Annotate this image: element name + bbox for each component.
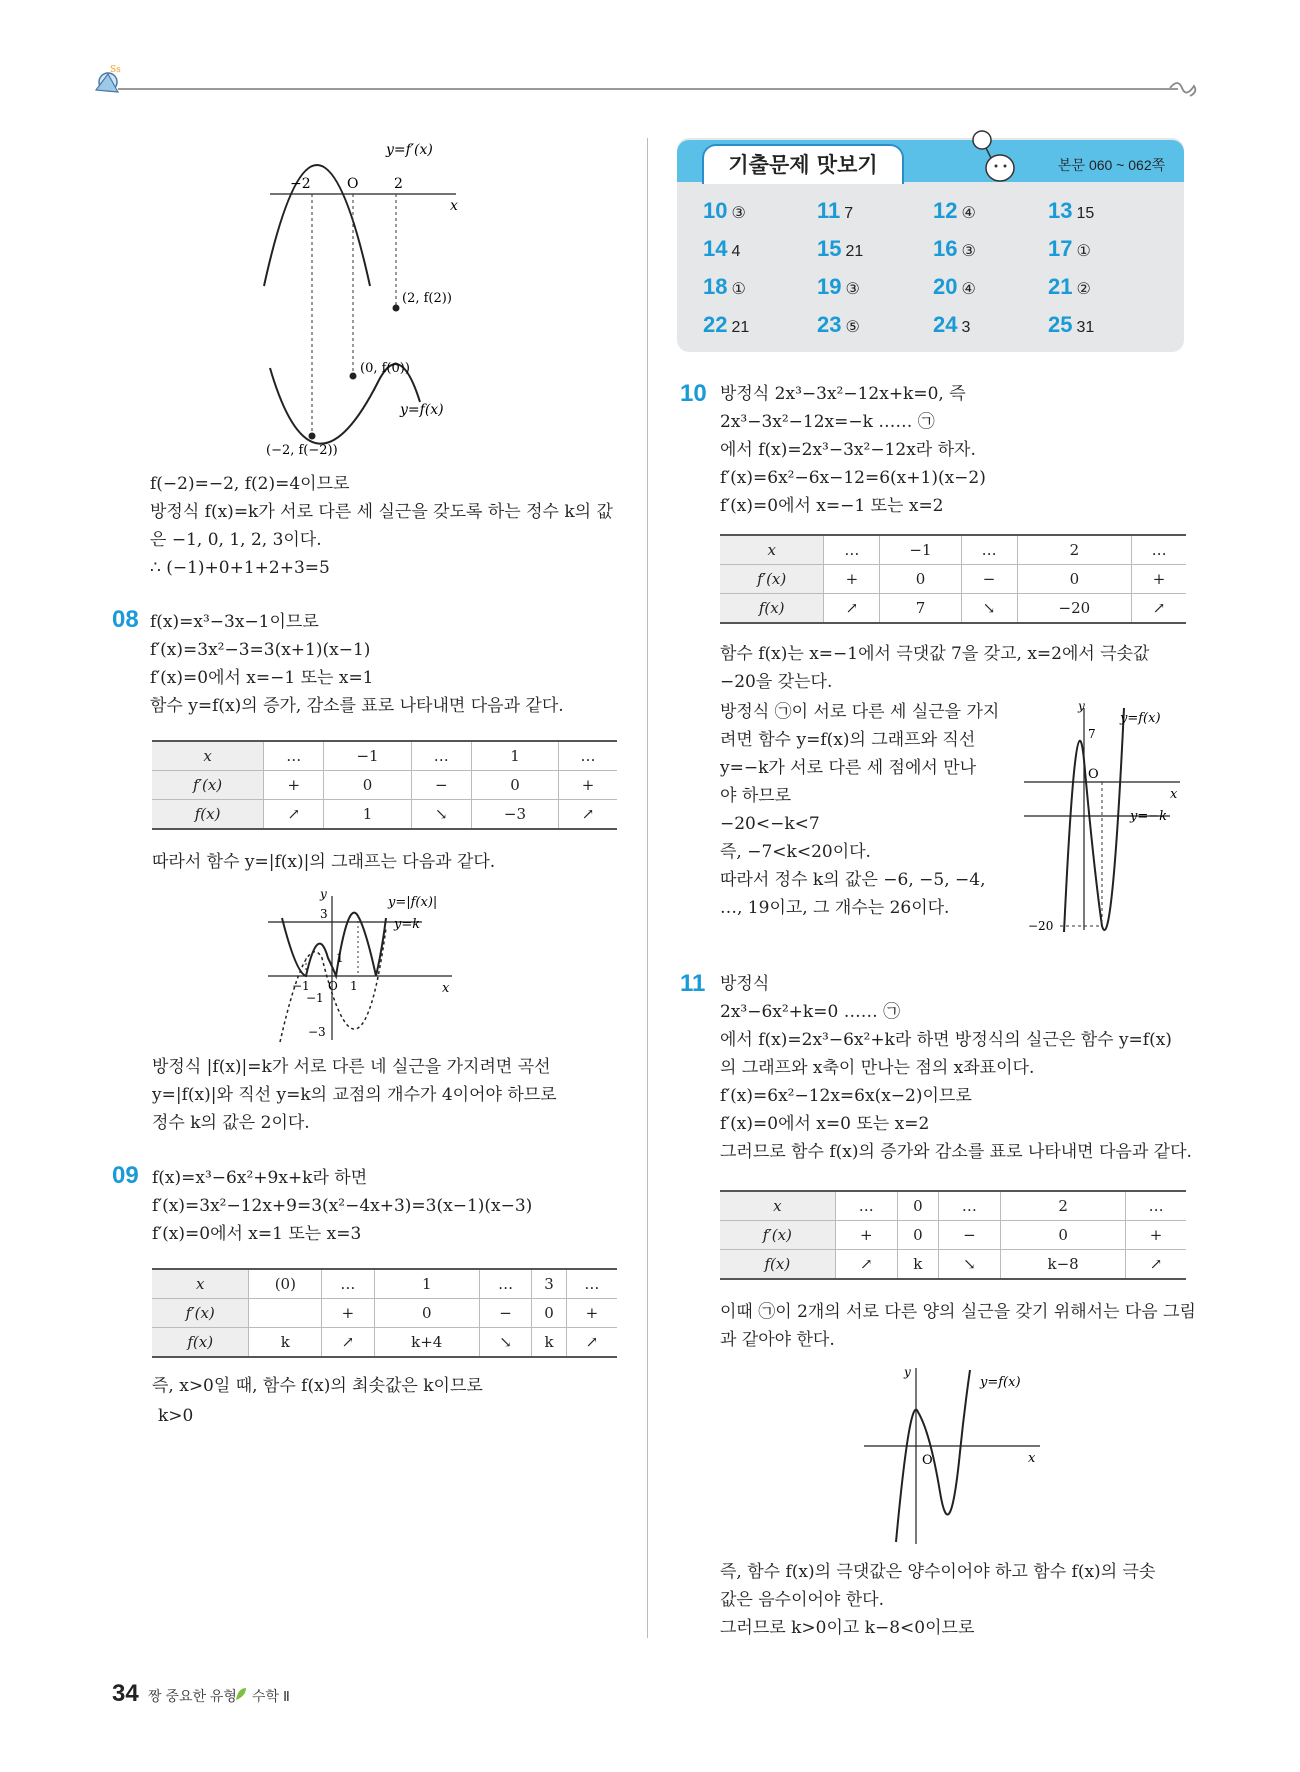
x-axis-label: x bbox=[450, 198, 458, 214]
svg-text:−1: −1 bbox=[306, 991, 324, 1005]
p11-line-6: f′(x)=0에서 x=0 또는 x=2 bbox=[720, 1114, 930, 1134]
problem-09-number: 09 bbox=[112, 1162, 139, 1189]
p11-conclusion-3: 그러므로 k>0이고 k−8<0이므로 bbox=[720, 1618, 975, 1638]
svg-text:O: O bbox=[328, 979, 338, 993]
svg-text:−1: −1 bbox=[292, 979, 310, 993]
p09-line-2: f′(x)=3x²−12x+9=3(x²−4x+3)=3(x−1)(x−3) bbox=[152, 1196, 533, 1216]
answer-item: 21 ② bbox=[1048, 274, 1091, 299]
p10-body-6: 즉, −7<k<20이다. bbox=[720, 842, 871, 862]
answer-item: 11 7 bbox=[817, 198, 854, 223]
p10-line-2: 2x³−3x²−12x=−k …… ㉠ bbox=[720, 412, 935, 432]
p11-line-5: f′(x)=6x²−12x=6x(x−2)이므로 bbox=[720, 1086, 972, 1106]
p11-table: x … 0 … 2 … f′(x) + 0 − 0 + f(x) ↗ k ↘ k−8 ↗ bbox=[720, 1190, 1186, 1280]
answer-item: 20 ④ bbox=[933, 274, 976, 299]
p08-conclusion-1: 방정식 |f(x)|=k가 서로 다른 네 실근을 가지려면 곡선 bbox=[152, 1057, 551, 1077]
answer-item: 15 21 bbox=[817, 236, 864, 261]
svg-text:y: y bbox=[1078, 700, 1085, 713]
p11-conclusion-1: 즉, 함수 f(x)의 극댓값은 양수이어야 하고 함수 f(x)의 극솟 bbox=[720, 1562, 1156, 1582]
svg-text:Ss: Ss bbox=[110, 65, 121, 75]
svg-text:7: 7 bbox=[1088, 727, 1096, 741]
p10-body-5: −20<−k<7 bbox=[720, 814, 820, 834]
svg-text:y: y bbox=[320, 888, 327, 901]
p08-line-3: f′(x)=0에서 x=−1 또는 x=1 bbox=[150, 668, 374, 688]
header-knot-icon bbox=[1168, 78, 1200, 100]
answer-item: 13 15 bbox=[1048, 198, 1095, 223]
svg-text:O: O bbox=[1088, 767, 1099, 782]
svg-text:x: x bbox=[1028, 1451, 1036, 1466]
p09-conclusion-2: k>0 bbox=[158, 1406, 194, 1426]
answer-item: 16 ③ bbox=[933, 236, 976, 261]
answer-item: 22 21 bbox=[703, 312, 750, 337]
p08-table: x … −1 … 1 … f′(x) + 0 − 0 + f(x) ↗ 1 ↘ −3 ↗ bbox=[152, 740, 617, 830]
prev-line-4: ∴ (−1)+0+1+2+3=5 bbox=[150, 558, 330, 578]
p10-body-7: 따라서 정수 k의 값은 −6, −5, −4, bbox=[720, 870, 986, 890]
badminton-cat-icon bbox=[960, 128, 1030, 188]
subject: 수학 Ⅱ bbox=[252, 1688, 290, 1704]
footer-leaf-icon bbox=[234, 1686, 248, 1702]
svg-text:y=−k: y=−k bbox=[1130, 809, 1168, 824]
svg-text:−3: −3 bbox=[308, 1025, 326, 1039]
problem-08-number: 08 bbox=[112, 606, 139, 633]
answer-item: 17 ① bbox=[1048, 236, 1091, 261]
p11-after-2: 과 같아야 한다. bbox=[720, 1330, 835, 1350]
book-title: 짱 중요한 유형 bbox=[148, 1688, 237, 1704]
p08-after: 따라서 함수 y=|f(x)|의 그래프는 다음과 같다. bbox=[152, 852, 496, 872]
f-label: y=f(x) bbox=[400, 402, 444, 418]
p09-conclusion-1: 즉, x>0일 때, 함수 f(x)의 최솟값은 k이므로 bbox=[152, 1376, 483, 1396]
point-max-label: (2, f(2)) bbox=[402, 291, 452, 306]
svg-text:x: x bbox=[442, 981, 450, 996]
graph-p10 bbox=[1020, 700, 1190, 940]
p11-line-1: 방정식 bbox=[720, 974, 770, 994]
p10-body-2: 려면 함수 y=f(x)의 그래프와 직선 bbox=[720, 730, 976, 750]
tick-m2: −2 bbox=[290, 176, 311, 192]
answer-item: 14 4 bbox=[703, 236, 741, 261]
p10-body-1: 방정식 ㉠이 서로 다른 세 실근을 가지 bbox=[720, 702, 1000, 722]
p08-line-1: f(x)=x³−3x−1이므로 bbox=[150, 612, 319, 632]
p10-after-2: −20을 갖는다. bbox=[720, 672, 833, 692]
p10-table: x … −1 … 2 … f′(x) + 0 − 0 + f(x) ↗ 7 ↘ −20 ↗ bbox=[720, 534, 1186, 624]
p10-line-3: 에서 f(x)=2x³−3x²−12x라 하자. bbox=[720, 440, 976, 460]
svg-text:y=f(x): y=f(x) bbox=[980, 1375, 1021, 1390]
graph-f-prime-and-f bbox=[260, 132, 490, 462]
p10-body-3: y=−k가 서로 다른 세 점에서 만나 bbox=[720, 758, 977, 778]
p08-conclusion-2: y=|f(x)|와 직선 y=k의 교점의 개수가 4이어야 하므로 bbox=[152, 1085, 557, 1105]
p09-line-1: f(x)=x³−6x²+9x+k라 하면 bbox=[152, 1168, 368, 1188]
page-number: 34 bbox=[112, 1680, 139, 1707]
p08-conclusion-3: 정수 k의 값은 2이다. bbox=[152, 1113, 310, 1133]
point-min-label: (−2, f(−2)) bbox=[266, 443, 338, 458]
prev-line-2: 방정식 f(x)=k가 서로 다른 세 실근을 갖도록 하는 정수 k의 값 bbox=[150, 502, 613, 522]
header-rule bbox=[118, 88, 1178, 90]
p10-body-4: 야 하므로 bbox=[720, 786, 792, 806]
p10-line-1: 방정식 2x³−3x²−12x+k=0, 즉 bbox=[720, 384, 966, 404]
svg-text:y=|f(x)|: y=|f(x)| bbox=[388, 895, 438, 910]
p11-conclusion-2: 값은 음수이어야 한다. bbox=[720, 1590, 885, 1610]
answer-item: 10 ③ bbox=[703, 198, 746, 223]
p09-line-3: f′(x)=0에서 x=1 또는 x=3 bbox=[152, 1224, 362, 1244]
svg-text:−20: −20 bbox=[1028, 919, 1054, 933]
p11-after-1: 이때 ㉠이 2개의 서로 다른 양의 실근을 갖기 위해서는 다음 그림 bbox=[720, 1302, 1196, 1322]
prev-line-3: 은 −1, 0, 1, 2, 3이다. bbox=[150, 530, 322, 550]
header-bird-icon bbox=[86, 60, 126, 100]
origin-label: O bbox=[347, 176, 359, 192]
svg-text:3: 3 bbox=[320, 907, 328, 921]
svg-text:1: 1 bbox=[336, 951, 344, 965]
p11-line-7: 그러므로 함수 f(x)의 증가와 감소를 표로 나타내면 다음과 같다. bbox=[720, 1142, 1192, 1162]
p08-line-2: f′(x)=3x²−3=3(x+1)(x−1) bbox=[150, 640, 371, 660]
tick-2: 2 bbox=[394, 176, 403, 192]
answer-item: 19 ③ bbox=[817, 274, 860, 299]
p10-body-8: …, 19이고, 그 개수는 26이다. bbox=[720, 898, 950, 918]
svg-text:y=k: y=k bbox=[394, 917, 421, 932]
p11-line-2: 2x³−6x²+k=0 …… ㉠ bbox=[720, 1002, 901, 1022]
svg-text:x: x bbox=[1170, 787, 1178, 802]
p10-after-1: 함수 f(x)는 x=−1에서 극댓값 7을 갖고, x=2에서 극솟값 bbox=[720, 644, 1150, 664]
svg-text:O: O bbox=[922, 1453, 933, 1468]
problem-11-number: 11 bbox=[680, 970, 706, 997]
answer-item: 24 3 bbox=[933, 312, 971, 337]
point-mid-label: (0, f(0)) bbox=[360, 361, 410, 376]
svg-text:y=f(x): y=f(x) bbox=[1120, 711, 1161, 726]
svg-text:1: 1 bbox=[350, 979, 358, 993]
svg-text:y: y bbox=[904, 1365, 911, 1379]
p10-line-5: f′(x)=0에서 x=−1 또는 x=2 bbox=[720, 496, 944, 516]
problem-10-number: 10 bbox=[680, 380, 707, 407]
graph-p11 bbox=[860, 1362, 1080, 1552]
answer-box-ref: 본문 060 ~ 062쪽 bbox=[1058, 157, 1166, 173]
p11-line-4: 의 그래프와 x축이 만나는 점의 x좌표이다. bbox=[720, 1058, 1035, 1078]
answer-item: 25 31 bbox=[1048, 312, 1095, 337]
p08-line-4: 함수 y=f(x)의 증가, 감소를 표로 나타내면 다음과 같다. bbox=[150, 696, 564, 716]
answer-item: 12 ④ bbox=[933, 198, 976, 223]
answer-item: 18 ① bbox=[703, 274, 746, 299]
graph-abs-f bbox=[262, 888, 482, 1048]
column-divider bbox=[647, 138, 648, 1638]
prev-line-1: f(−2)=−2, f(2)=4이므로 bbox=[150, 474, 350, 494]
p11-line-3: 에서 f(x)=2x³−6x²+k라 하면 방정식의 실근은 함수 y=f(x) bbox=[720, 1030, 1172, 1050]
fp-label: y=f′(x) bbox=[386, 142, 433, 158]
answer-box-title: 기출문제 맛보기 bbox=[702, 144, 904, 184]
p10-line-4: f′(x)=6x²−6x−12=6(x+1)(x−2) bbox=[720, 468, 986, 488]
answer-item: 23 ⑤ bbox=[817, 312, 860, 337]
p09-table: x (0) … 1 … 3 … f′(x) + 0 − 0 + f(x) k ↗ k+4 ↘ k ↗ bbox=[152, 1268, 617, 1358]
